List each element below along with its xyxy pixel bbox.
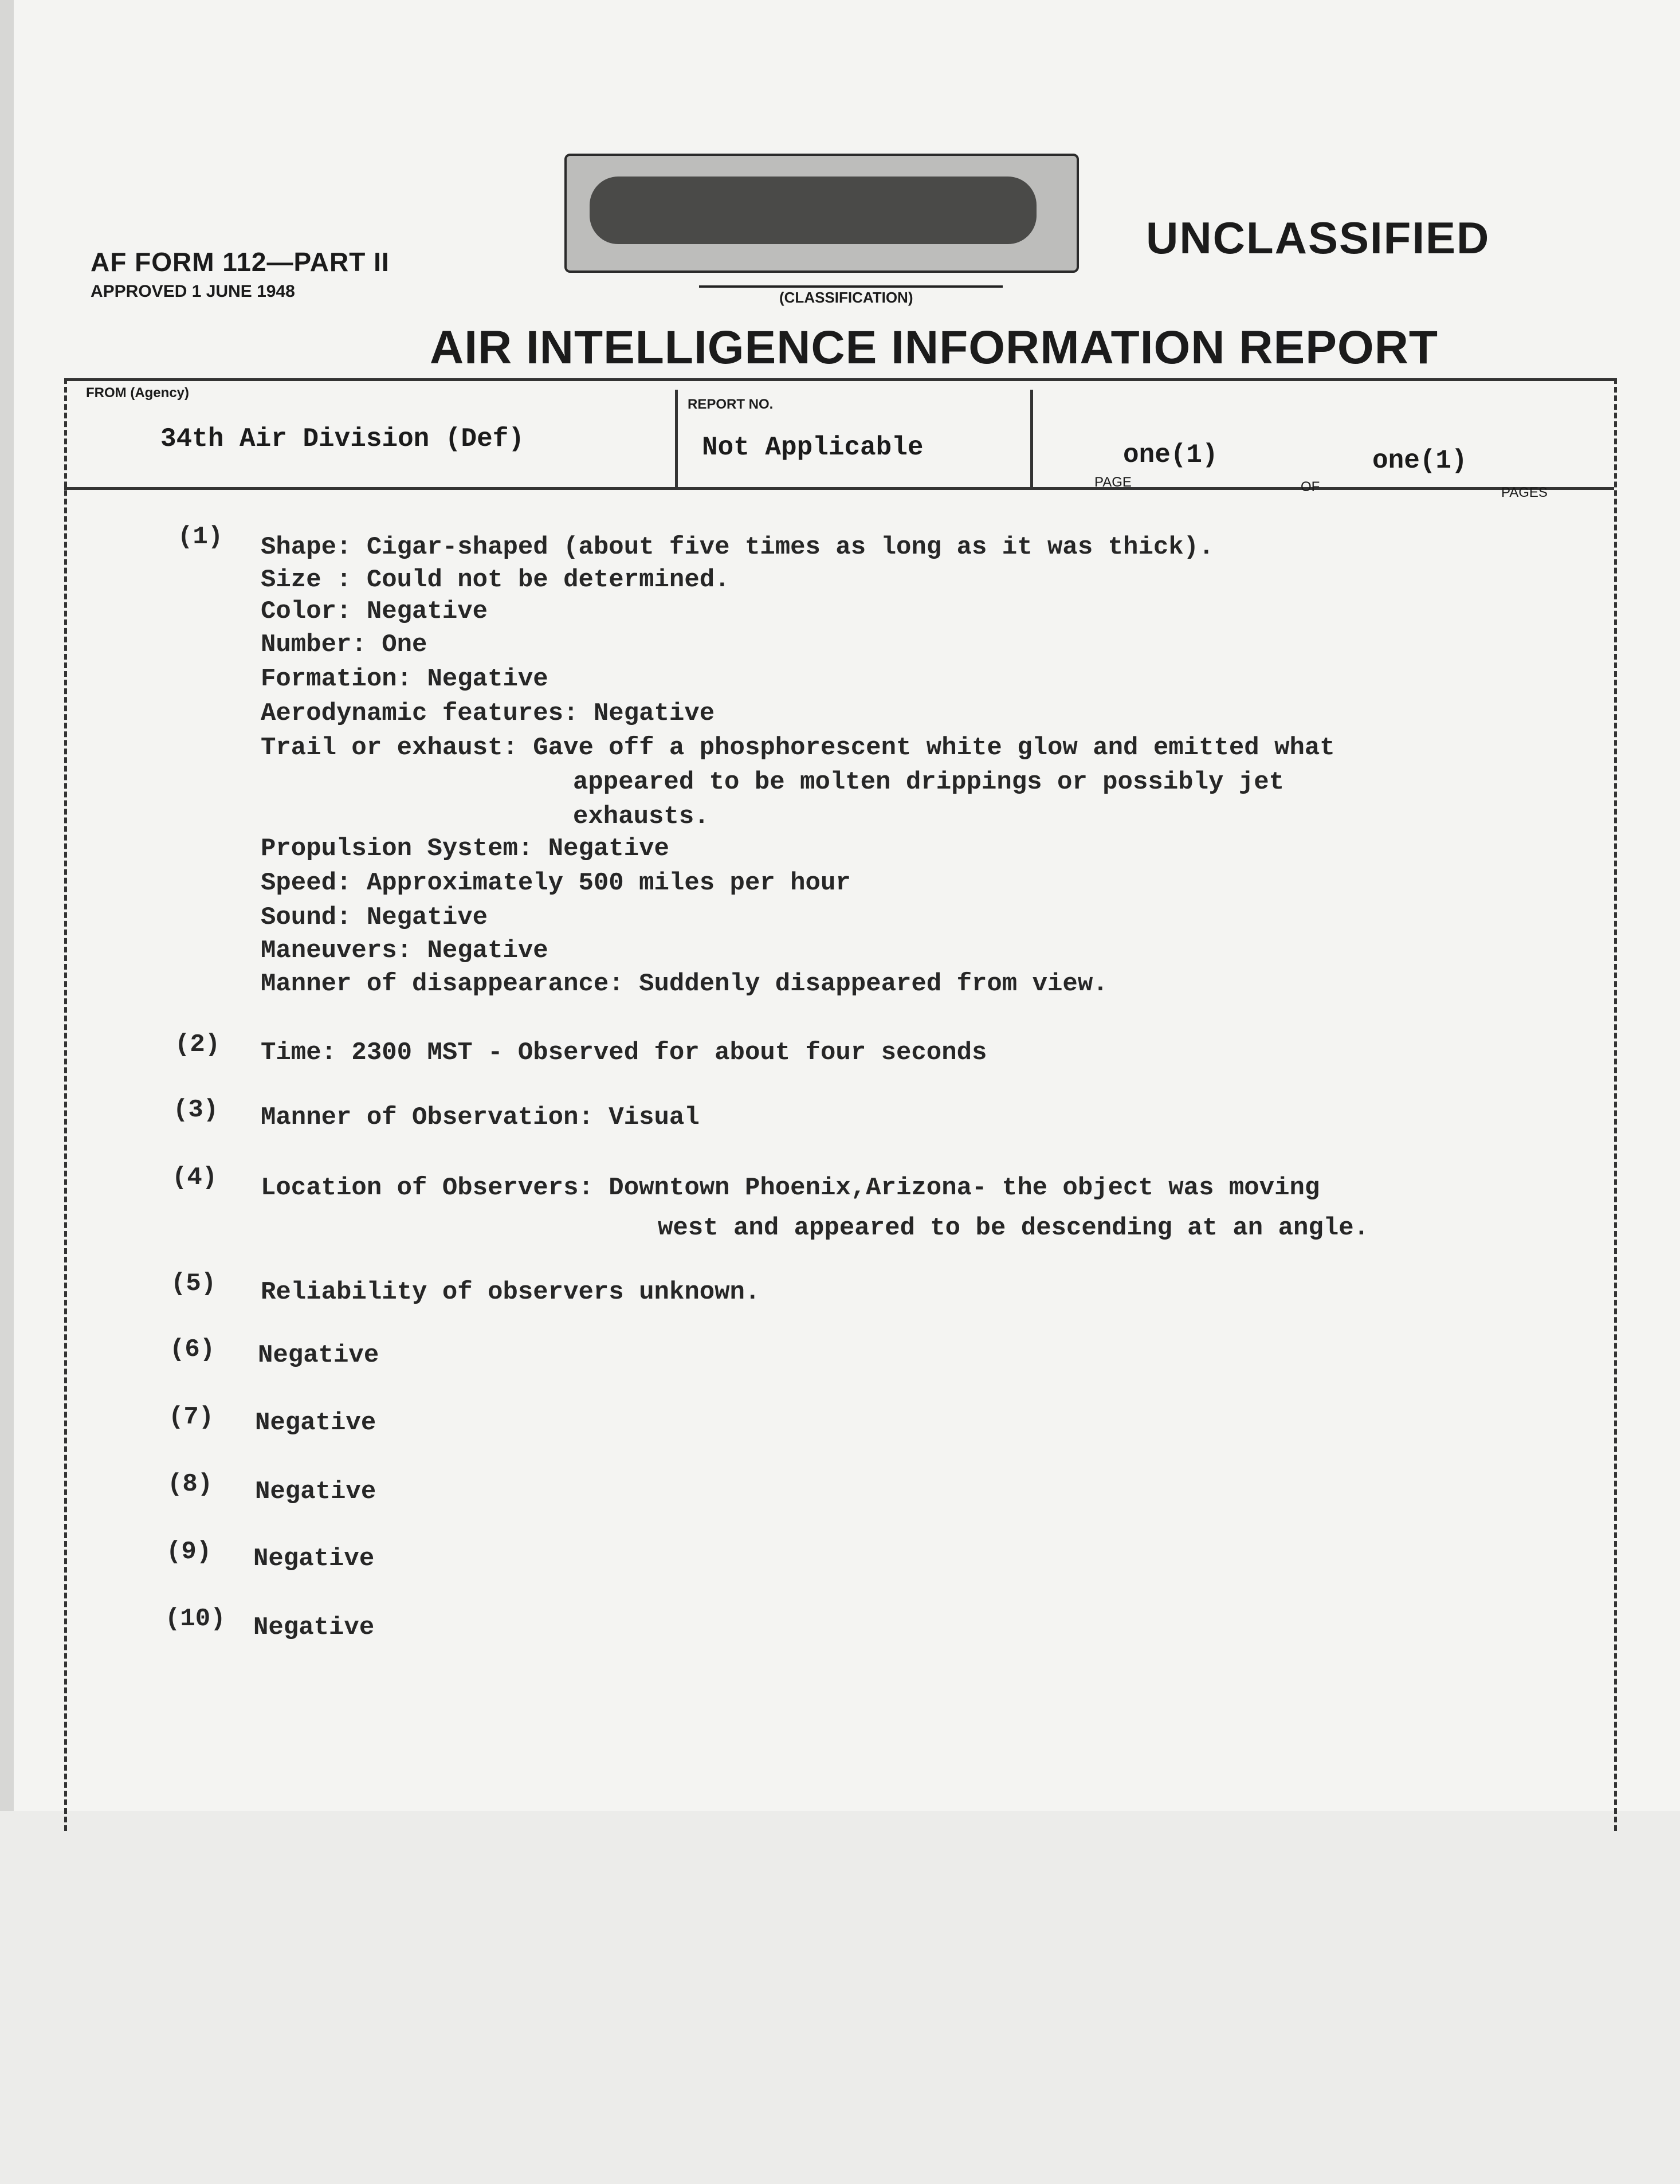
header-divider bbox=[675, 390, 678, 488]
page-label: PAGE bbox=[1094, 475, 1132, 490]
header-divider bbox=[1030, 390, 1033, 488]
item-number: (4) bbox=[172, 1163, 218, 1192]
item-line: Propulsion System: Negative bbox=[261, 834, 669, 863]
item-number: (6) bbox=[170, 1335, 215, 1364]
report-no-value: Not Applicable bbox=[702, 433, 924, 462]
page-value: one(1) bbox=[1123, 440, 1218, 470]
unclassified-stamp: UNCLASSIFIED bbox=[1146, 213, 1490, 263]
pages-value: one(1) bbox=[1372, 446, 1467, 476]
form-approved-date: APPROVED 1 JUNE 1948 bbox=[91, 282, 295, 301]
item-number: (9) bbox=[166, 1538, 212, 1566]
item-line: Manner of disappearance: Suddenly disappeared from view. bbox=[261, 970, 1108, 998]
faded-lower-area bbox=[0, 1811, 1680, 2184]
from-value: 34th Air Division (Def) bbox=[160, 424, 524, 454]
redaction-block bbox=[590, 177, 1037, 244]
item-line: appeared to be molten drippings or possibly jet bbox=[573, 768, 1285, 797]
item-number: (5) bbox=[171, 1269, 217, 1298]
item-number: (10) bbox=[165, 1605, 226, 1633]
item-line: Aerodynamic features: Negative bbox=[261, 699, 715, 728]
item-number: (3) bbox=[173, 1096, 219, 1124]
header-rule bbox=[64, 487, 1614, 490]
item-line: Trail or exhaust: Gave off a phosphorescent white glow and emitted what bbox=[261, 734, 1335, 762]
item-line: Location of Observers: Downtown Phoenix,Arizona- the object was moving bbox=[261, 1174, 1320, 1202]
item-line: Negative bbox=[258, 1341, 379, 1370]
item-line: Maneuvers: Negative bbox=[261, 936, 548, 965]
item-line: Time: 2300 MST - Observed for about four seconds bbox=[261, 1038, 987, 1067]
item-line: Reliability of observers unknown. bbox=[261, 1278, 760, 1307]
item-number: (8) bbox=[167, 1470, 213, 1499]
report-no-label: REPORT NO. bbox=[688, 397, 774, 412]
redacted-stamp bbox=[564, 154, 1079, 273]
pages-label: PAGES bbox=[1501, 485, 1548, 500]
item-number: (1) bbox=[178, 523, 223, 551]
item-line: exhausts. bbox=[573, 802, 709, 831]
item-number: (7) bbox=[168, 1403, 214, 1432]
item-line: Negative bbox=[253, 1544, 375, 1573]
report-title: AIR INTELLIGENCE INFORMATION REPORT bbox=[430, 321, 1439, 374]
classification-line bbox=[699, 285, 1003, 288]
item-line: Negative bbox=[253, 1613, 375, 1642]
item-line: Shape: Cigar-shaped (about five times as long as it was thick). bbox=[261, 533, 1214, 562]
of-label: OF bbox=[1301, 479, 1320, 495]
classification-label: (CLASSIFICATION) bbox=[779, 289, 913, 306]
item-line: west and appeared to be descending at an angle. bbox=[658, 1214, 1369, 1242]
item-line: Size : Could not be determined. bbox=[261, 566, 730, 594]
item-line: Color: Negative bbox=[261, 597, 488, 626]
item-line: Formation: Negative bbox=[261, 665, 548, 693]
form-id: AF FORM 112—PART II bbox=[91, 247, 390, 277]
item-line: Negative bbox=[255, 1409, 376, 1437]
item-line: Negative bbox=[255, 1477, 376, 1506]
from-label: FROM (Agency) bbox=[86, 385, 189, 401]
item-line: Manner of Observation: Visual bbox=[261, 1103, 700, 1132]
item-line: Number: One bbox=[261, 630, 427, 659]
item-line: Sound: Negative bbox=[261, 903, 488, 932]
item-line: Speed: Approximately 500 miles per hour bbox=[261, 869, 851, 897]
item-number: (2) bbox=[175, 1030, 221, 1059]
